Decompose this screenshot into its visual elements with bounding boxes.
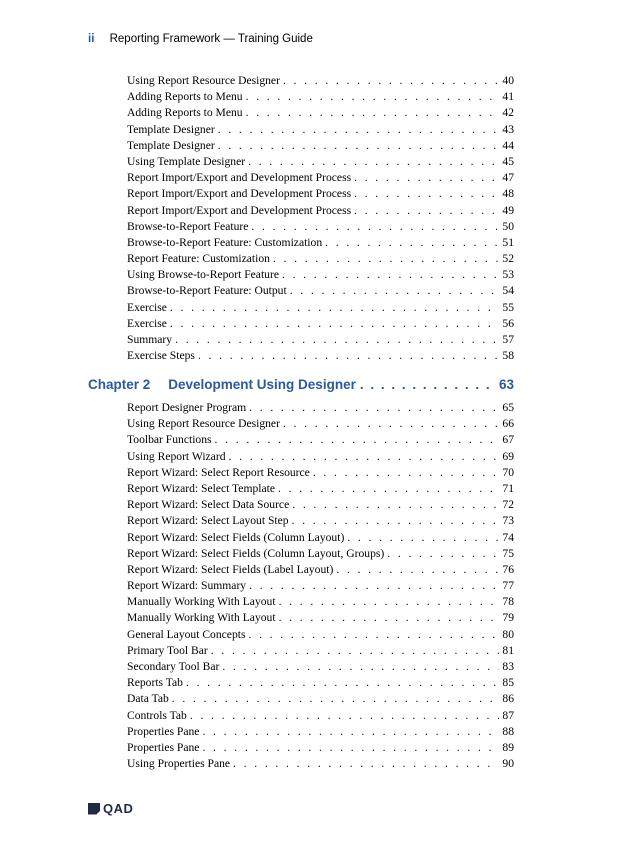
qad-logo <box>88 801 133 816</box>
toc-entry-page: 79 <box>502 611 514 625</box>
toc-entry-page: 52 <box>502 252 514 266</box>
toc-entry[interactable] <box>127 740 514 756</box>
toc-entry[interactable] <box>127 708 514 724</box>
toc-entry-page: 41 <box>502 90 514 104</box>
dot-leader <box>246 89 500 105</box>
toc-entry-page: 44 <box>502 138 514 152</box>
dot-leader <box>202 740 499 756</box>
toc-entry-page: 81 <box>502 643 514 657</box>
toc-entry-page: 76 <box>502 562 514 576</box>
toc-entry[interactable] <box>127 105 514 121</box>
toc-entry[interactable] <box>127 332 514 348</box>
toc-entry-page: 67 <box>502 433 514 447</box>
dot-leader <box>279 610 500 626</box>
toc-entry-page: 45 <box>502 154 514 168</box>
toc-entry[interactable] <box>127 562 514 578</box>
qad-logo-icon <box>88 803 100 815</box>
toc-entry[interactable] <box>127 300 514 316</box>
toc-entry-page: 74 <box>502 530 514 544</box>
toc-entry-title: Report Wizard: Summary <box>127 579 247 593</box>
toc-entry[interactable] <box>127 659 514 675</box>
toc-entry-page: 57 <box>502 333 514 346</box>
chapter-page: 63 <box>498 377 514 392</box>
toc-entry-title: Browse-to-Report Feature: Output <box>127 284 287 298</box>
toc-entry-title: Manually Working With Layout <box>127 611 276 625</box>
toc-entry[interactable] <box>127 724 514 740</box>
dot-leader <box>202 724 499 740</box>
toc-entry-title: Primary Tool Bar <box>127 643 208 657</box>
dot-leader <box>186 675 499 691</box>
toc-entry[interactable] <box>127 546 514 562</box>
toc-entry-page: 70 <box>502 465 514 479</box>
toc-entry[interactable] <box>127 513 514 529</box>
toc-entry-title: Template Designer <box>127 122 215 136</box>
toc-entry-page: 83 <box>502 660 514 673</box>
dot-leader <box>360 377 495 392</box>
logo-text: QAD <box>103 801 134 816</box>
toc-entry-page: 55 <box>502 300 514 314</box>
toc-entry-title: Report Feature: Customization <box>127 252 270 266</box>
toc-entry[interactable] <box>127 316 514 332</box>
toc-entry[interactable] <box>127 251 514 267</box>
dot-leader <box>279 594 500 610</box>
toc-entry-page: 73 <box>502 514 514 528</box>
dot-leader <box>292 513 500 529</box>
dot-leader <box>215 432 500 448</box>
toc-entry[interactable] <box>127 283 514 299</box>
toc-entry[interactable] <box>127 643 514 659</box>
dot-leader <box>248 154 499 170</box>
toc-entry[interactable] <box>127 170 514 186</box>
toc-entry-page: 49 <box>502 203 514 217</box>
toc-entry-title: General Layout Concepts <box>127 627 246 641</box>
toc-entry[interactable] <box>127 73 514 89</box>
toc-entry-title: Adding Reports to Menu <box>127 106 243 120</box>
toc-entry-title: Summary <box>127 333 173 346</box>
toc-entry[interactable] <box>127 756 514 772</box>
toc-entry-page: 90 <box>502 757 514 771</box>
toc-entry-page: 71 <box>502 481 514 495</box>
toc-entry-page: 56 <box>502 316 514 330</box>
toc-entry-title: Browse-to-Report Feature <box>127 219 249 233</box>
dot-leader <box>248 627 499 643</box>
toc-entry[interactable] <box>127 89 514 105</box>
toc-entry-page: 72 <box>502 498 514 512</box>
toc-entry[interactable] <box>127 691 514 707</box>
dot-leader <box>313 465 500 481</box>
toc-entry-title: Report Wizard: Select Fields (Label Layout) <box>127 562 334 576</box>
dot-leader <box>249 400 499 416</box>
toc-entry[interactable] <box>127 481 514 497</box>
toc-entry-title: Adding Reports to Menu <box>127 90 243 104</box>
toc-entry-page: 65 <box>502 401 514 414</box>
toc-entry[interactable] <box>127 186 514 202</box>
dot-leader <box>229 449 500 465</box>
toc-entry-title: Report Wizard: Select Fields (Column Layout, Groups) <box>127 546 385 560</box>
toc-entry-page: 75 <box>502 546 514 560</box>
dot-leader <box>354 170 499 186</box>
dot-leader <box>354 203 499 219</box>
dot-leader <box>211 643 500 659</box>
toc-entry[interactable] <box>127 432 514 448</box>
dot-leader <box>190 708 500 724</box>
toc-entry-page: 69 <box>502 449 514 463</box>
toc-entry-title: Properties Pane <box>127 740 200 754</box>
toc-entry-page: 54 <box>502 284 514 298</box>
dot-leader <box>283 73 499 89</box>
toc-entry-title: Report Wizard: Select Layout Step <box>127 514 289 528</box>
dot-leader <box>170 300 499 316</box>
dot-leader <box>246 105 500 121</box>
toc-entry[interactable] <box>127 675 514 691</box>
toc-entry-title: Exercise <box>127 316 167 330</box>
dot-leader <box>290 283 500 299</box>
dot-leader <box>283 416 499 432</box>
toc-entry-title: Manually Working With Layout <box>127 595 276 609</box>
toc-section-1 <box>127 73 514 364</box>
toc-entry-title: Report Wizard: Select Template <box>127 481 275 495</box>
toc-entry-title: Data Tab <box>127 692 169 706</box>
toc-entry-page: 51 <box>502 235 514 249</box>
dot-leader <box>222 659 499 675</box>
toc-entry-title: Reports Tab <box>127 676 183 690</box>
toc-entry[interactable] <box>127 594 514 610</box>
toc-entry[interactable] <box>127 219 514 235</box>
toc-entry[interactable] <box>127 154 514 170</box>
toc-entry-title: Report Import/Export and Development Process <box>127 187 352 201</box>
toc-entry-title: Report Import/Export and Development Process <box>127 171 352 185</box>
dot-leader <box>273 251 499 267</box>
toc-entry-page: 53 <box>502 268 514 282</box>
chapter-title: Development Using Designer <box>168 377 356 392</box>
toc-entry[interactable] <box>127 235 514 251</box>
dot-leader <box>218 138 500 154</box>
toc-entry-page: 86 <box>502 692 514 706</box>
dot-leader <box>233 756 499 772</box>
toc-entry-page: 58 <box>502 349 514 363</box>
toc-section-2 <box>127 400 514 772</box>
toc-entry-page: 87 <box>502 708 514 722</box>
toc-entry[interactable] <box>127 348 514 364</box>
toc-entry-title: Report Wizard: Select Fields (Column Layout) <box>127 530 345 544</box>
dot-leader <box>198 348 499 364</box>
dot-leader <box>282 267 499 283</box>
toc-entry[interactable] <box>127 400 514 416</box>
toc-entry[interactable] <box>127 203 514 219</box>
toc-entry[interactable] <box>127 530 514 546</box>
toc-entry-title: Controls Tab <box>127 708 187 722</box>
page-header <box>88 33 313 45</box>
page-number: ii <box>88 33 95 45</box>
toc-entry-page: 40 <box>502 74 514 87</box>
toc-entry-title: Report Import/Export and Development Process <box>127 203 352 217</box>
toc-entry[interactable] <box>127 449 514 465</box>
toc-entry-page: 88 <box>502 724 514 738</box>
document-title: Reporting Framework — Training Guide <box>109 33 313 45</box>
dot-leader <box>249 578 499 594</box>
dot-leader <box>278 481 499 497</box>
toc-entry-title: Using Report Resource Designer <box>127 417 280 431</box>
toc-entry-title: Report Designer Program <box>127 401 247 414</box>
dot-leader <box>170 316 499 332</box>
dot-leader <box>347 530 499 546</box>
dot-leader <box>292 497 499 513</box>
toc-entry-title: Toolbar Functions <box>127 433 212 447</box>
dot-leader <box>325 235 499 251</box>
dot-leader <box>354 186 499 202</box>
toc-entry-title: Using Report Resource Designer <box>127 74 280 87</box>
dot-leader <box>218 122 500 138</box>
toc-entry-title: Using Template Designer <box>127 154 246 168</box>
toc-entry[interactable] <box>127 122 514 138</box>
toc-entry-title: Exercise <box>127 300 167 314</box>
toc-entry-title: Using Properties Pane <box>127 757 231 771</box>
toc-entry-page: 48 <box>502 187 514 201</box>
dot-leader <box>251 219 499 235</box>
dot-leader <box>336 562 499 578</box>
toc-entry-page: 85 <box>502 676 514 690</box>
toc-entry-title: Using Browse-to-Report Feature <box>127 268 279 282</box>
toc-entry[interactable] <box>127 497 514 513</box>
toc-entry-title: Template Designer <box>127 138 215 152</box>
dot-leader <box>387 546 499 562</box>
toc-entry-title: Secondary Tool Bar <box>127 660 220 673</box>
toc-entry-title: Browse-to-Report Feature: Customization <box>127 235 323 249</box>
toc-entry-page: 89 <box>502 740 514 754</box>
toc-entry-title: Report Wizard: Select Data Source <box>127 498 290 512</box>
toc-entry-page: 78 <box>502 595 514 609</box>
toc-entry-page: 42 <box>502 106 514 120</box>
toc-entry-title: Report Wizard: Select Report Resource <box>127 465 310 479</box>
dot-leader <box>172 691 500 707</box>
toc-entry-page: 80 <box>502 627 514 641</box>
toc-entry-page: 43 <box>502 122 514 136</box>
toc-entry[interactable] <box>127 138 514 154</box>
chapter-label: Chapter 2 <box>88 377 151 392</box>
toc-entry-title: Properties Pane <box>127 724 200 738</box>
toc-entry-page: 50 <box>502 219 514 233</box>
toc-entry[interactable] <box>127 465 514 481</box>
toc-entry[interactable] <box>127 578 514 594</box>
toc-entry-page: 77 <box>502 579 514 593</box>
toc-entry-title: Using Report Wizard <box>127 449 226 463</box>
toc-entry[interactable] <box>127 627 514 643</box>
toc-entry-page: 47 <box>502 171 514 185</box>
toc-entry[interactable] <box>127 416 514 432</box>
dot-leader <box>175 332 499 348</box>
toc-entry[interactable] <box>127 610 514 626</box>
toc-entry[interactable] <box>127 267 514 283</box>
chapter-heading[interactable] <box>88 377 514 392</box>
toc-entry-page: 66 <box>502 417 514 431</box>
toc-entry-title: Exercise Steps <box>127 349 195 363</box>
